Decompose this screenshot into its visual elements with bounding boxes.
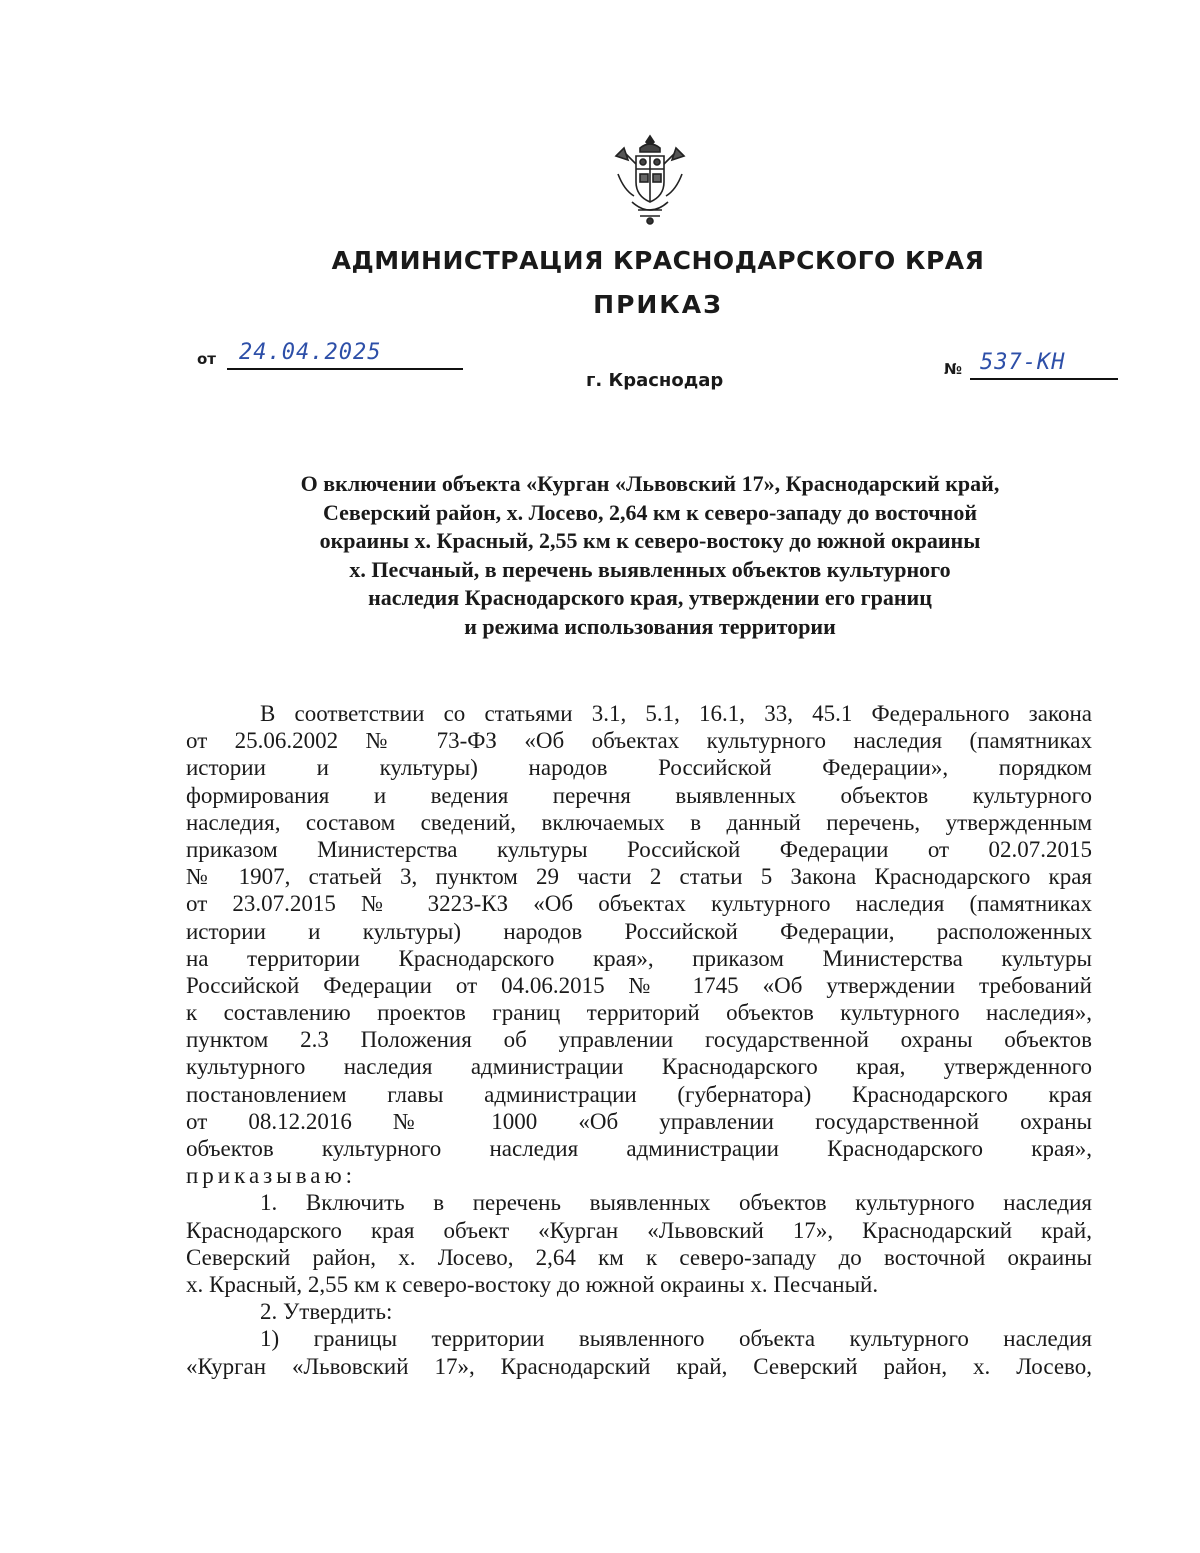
coat-of-arms-icon [610,130,690,226]
heading-line: и режима использования территории [464,613,836,639]
date-prefix: от [197,350,216,368]
city-name: г. Краснодар [586,370,724,391]
order-body [186,700,1092,1380]
preamble-line: от 25.06.2002 № 73-ФЗ «Об объектах культурного наследия (памятниках [186,728,1092,754]
heading-line: х. Песчаный, в перечень выявленных объектов культурного [349,556,951,582]
preamble-line: к составлению проектов границ территорий объектов культурного наследия», [186,1000,1092,1026]
order-word: приказываю: [186,1163,357,1189]
preamble-line: наследия, составом сведений, включаемых в данный перечень, утвержденным [186,809,1092,835]
heading-line: наследия Краснодарского края, утверждении его границ [368,585,932,610]
item2-1-line: «Курган «Львовский 17», Краснодарский край, Северский район, х. Лосево, [186,1353,1092,1379]
number-underline [970,378,1118,380]
preamble-line: приказом Министерства культуры Российской Федерации от 02.07.2015 [186,836,1092,862]
item1-line: х. Красный, 2,55 км к северо-востоку до южной окраины х. Песчаный. [186,1271,879,1297]
preamble-line: постановлением главы администрации (губернатора) Краснодарского края [186,1081,1092,1107]
date-underline [227,368,463,370]
preamble-line: от 08.12.2016 № 1000 «Об управлении государственной охраны [186,1108,1092,1134]
order-heading [180,470,1120,641]
preamble-line: пунктом 2.3 Положения об управлении государственной охраны объектов [186,1027,1092,1053]
heading-line: Северский район, х. Лосево, 2,64 км к северо-западу до восточной [322,499,978,525]
preamble-line: культурного наследия администрации Краснодарского края, утвержденного [186,1054,1092,1080]
heading-line: О включении объекта «Курган «Львовский 17», Краснодарский край, [300,471,1000,496]
preamble-line: от 23.07.2015 № 3223-КЗ «Об объектах культурного наследия (памятниках [186,891,1092,917]
handwritten-date: 24.04.2025 [239,340,382,365]
preamble-line: на территории Краснодарского края», приказом Министерства культуры [186,945,1092,971]
item1-line: Краснодарского края объект «Курган «Львовский 17», Краснодарский край, [186,1217,1092,1243]
item1-line: 1. Включить в перечень выявленных объектов культурного наследия [260,1190,1092,1216]
item2-line: 2. Утвердить: [260,1299,393,1325]
preamble-line: формирования и ведения перечня выявленных объектов культурного [186,782,1092,808]
order-number [944,350,1124,384]
order-date [197,340,477,374]
preamble-line: В соответствии со статьями 3.1, 5.1, 16.1, 33, 45.1 Федерального закона [260,701,1092,726]
preamble-line: истории и культуры) народов Российской Федерации, расположенных [186,918,1092,944]
item1-line: Северский район, х. Лосево, 2,64 км к северо-западу до восточной окраины [186,1244,1092,1270]
item2-1-line: 1) границы территории выявленного объекта культурного наследия [260,1326,1092,1352]
number-prefix: № [944,360,963,378]
preamble-line: истории и культуры) народов Российской Федерации», порядком [186,755,1092,781]
preamble-line: объектов культурного наследия администрации Краснодарского края», [186,1136,1092,1161]
organization-title: АДМИНИСТРАЦИЯ КРАСНОДАРСКОГО КРАЯ [331,246,985,275]
handwritten-number: 537-КН [980,350,1066,375]
heading-line: окраины х. Красный, 2,55 км к северо-востоку до южной окраины [319,528,981,553]
preamble-line: Российской Федерации от 04.06.2015 № 1745 «Об утверждении требований [186,972,1092,998]
document-type: ПРИКАЗ [593,290,723,319]
preamble-line: № 1907, статьей 3, пунктом 29 части 2 статьи 5 Закона Краснодарского края [186,864,1092,890]
